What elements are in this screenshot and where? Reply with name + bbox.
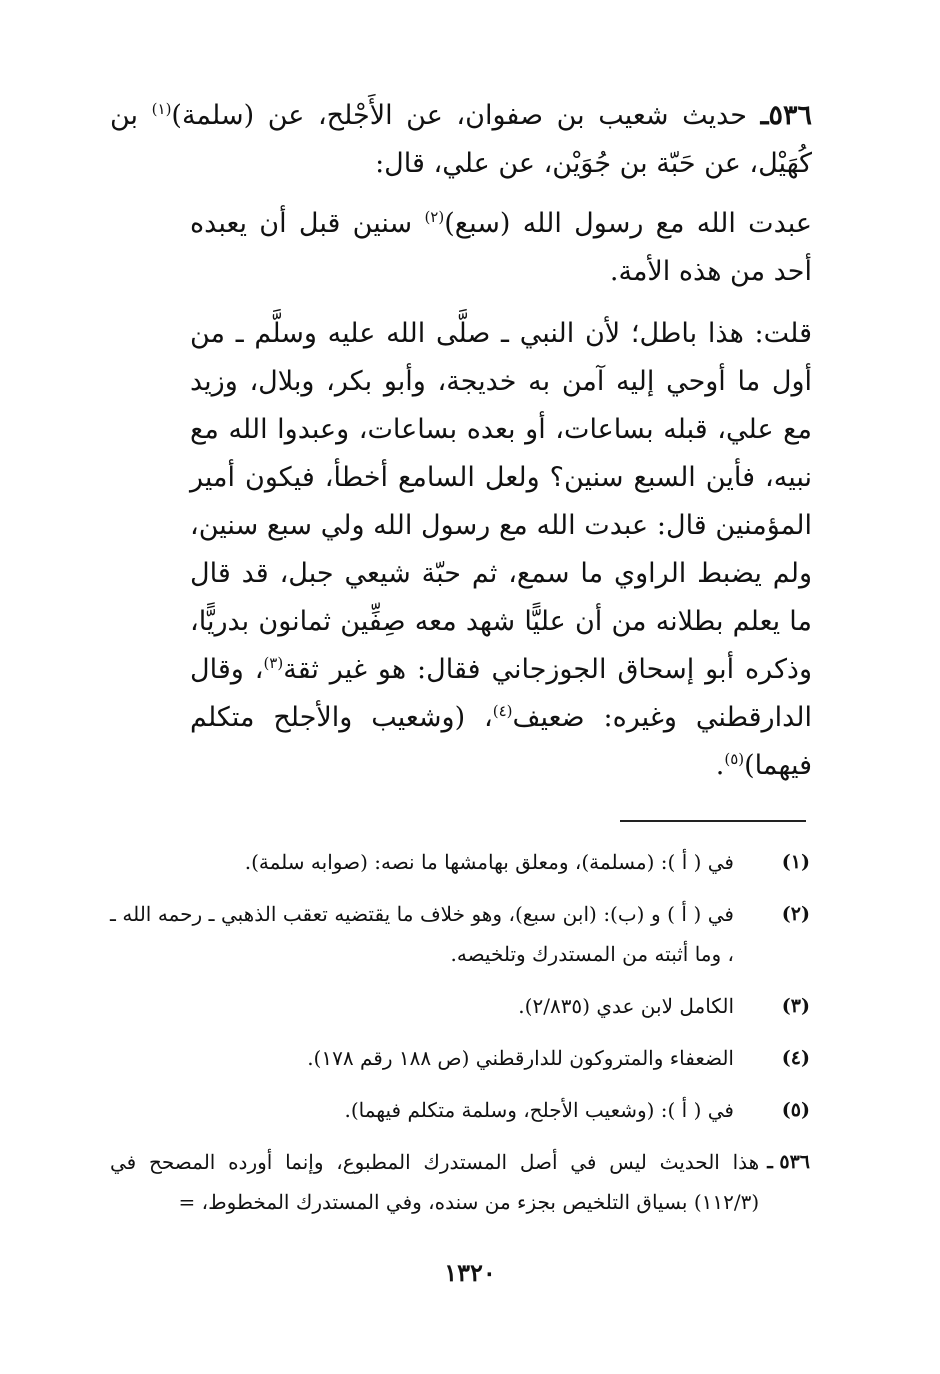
hadith-entry <box>110 92 812 804</box>
footnote-item <box>110 986 810 1026</box>
footnote-number: (٤) <box>781 1047 810 1069</box>
heading-text-b: بن كُهَيْل، عن حَبّة بن جُوَيْن، عن علي، قال: <box>110 100 812 179</box>
commentary <box>190 310 812 790</box>
note-text: هذا الحديث ليس في أصل المستدرك المطبوع، وإنما أورده المصحح في (١١٢/٣) بسياق التلخيص بجزء من سنده، وفي المستدرك المخطوط، = <box>110 1150 760 1214</box>
footnote-number: (٢) <box>781 903 810 925</box>
commentary-text-a: قلت: هذا باطل؛ لأن النبي ـ صلَّى الله عليه وسلَّم ـ من أول ما أوحي إليه آمن به خديجة، وأبو بكر، وبلال، وزيد مع علي، قبله بساعات، أو بعده بساعات، وعبدوا الله مع نبيه، فأين السبع سنين؟ ولعل السامع أخطأ، فيكون أمير المؤمنين قال: عبدت الله مع رسول الله ولي سبع سنين، ولم يضبط الراوي ما سمع، ثم حبّة شيعي جبل، قد قال ما يعلم بطلانه من أن عليًّا شهد معه صِفِّين ثمانون بدريًّا، وذكره أبو إسحاق الجوزجاني فقال: هو غير ثقة <box>190 318 812 685</box>
hadith-heading <box>110 92 812 188</box>
footnote-item <box>110 1090 810 1130</box>
hadith-note <box>110 1142 810 1222</box>
footnote-number: (١) <box>781 851 810 873</box>
footnote-ref-5[interactable]: (٥) <box>724 750 745 768</box>
footnote-item <box>110 842 810 882</box>
footnotes-section <box>110 842 810 1222</box>
commentary-text-d: . <box>715 750 725 781</box>
footnote-ref-3[interactable]: (٣) <box>263 654 284 672</box>
note-number: ٥٣٦ ـ <box>767 1151 810 1173</box>
footnote-item <box>110 894 810 974</box>
footnote-ref-2[interactable]: (٢) <box>424 208 445 226</box>
quote-text-a: عبدت الله مع رسول الله (سبع) <box>444 208 813 239</box>
commentary-text-b: ، وقال الدارقطني وغيره: ضعيف <box>190 654 812 733</box>
footnote-text: الكامل لابن عدي (٢/٨٣٥). <box>518 994 734 1018</box>
footnote-text: الضعفاء والمتروكون للدارقطني (ص ١٨٨ رقم ١٧٨). <box>307 1046 734 1070</box>
footnote-item <box>110 1038 810 1078</box>
footnote-ref-1[interactable]: (١) <box>151 100 172 118</box>
hadith-text <box>190 200 812 296</box>
footnote-text: في ( أ ): (مسلمة)، ومعلق بهامشها ما نصه: (صوابه سلمة). <box>244 850 734 874</box>
commentary-text-c: ، (وشعيب والأجلح متكلم فيهما) <box>190 702 812 781</box>
heading-text-a: حديث شعيب بن صفوان، عن الأَجْلح، عن (سلمة) <box>171 100 761 131</box>
quote-text-b: سنين قبل أن يعبده أحد من هذه الأمة. <box>190 208 812 287</box>
footnote-divider <box>620 820 806 822</box>
footnote-ref-4[interactable]: (٤) <box>492 702 513 720</box>
page-number: ١٣٢٠ <box>444 1258 496 1287</box>
footnote-text: في ( أ ) و (ب): (ابن سبع)، وهو خلاف ما يقتضيه تعقب الذهبي ـ رحمه الله ـ ، وما أثبته من المستدرك وتلخيصه. <box>110 902 734 966</box>
footnote-number: (٣) <box>781 995 810 1017</box>
footnote-text: في ( أ ): (وشعيب الأجلح، وسلمة متكلم فيهما). <box>344 1098 734 1122</box>
footnote-number: (٥) <box>781 1099 810 1121</box>
hadith-number: ٥٣٦ـ <box>760 100 812 131</box>
